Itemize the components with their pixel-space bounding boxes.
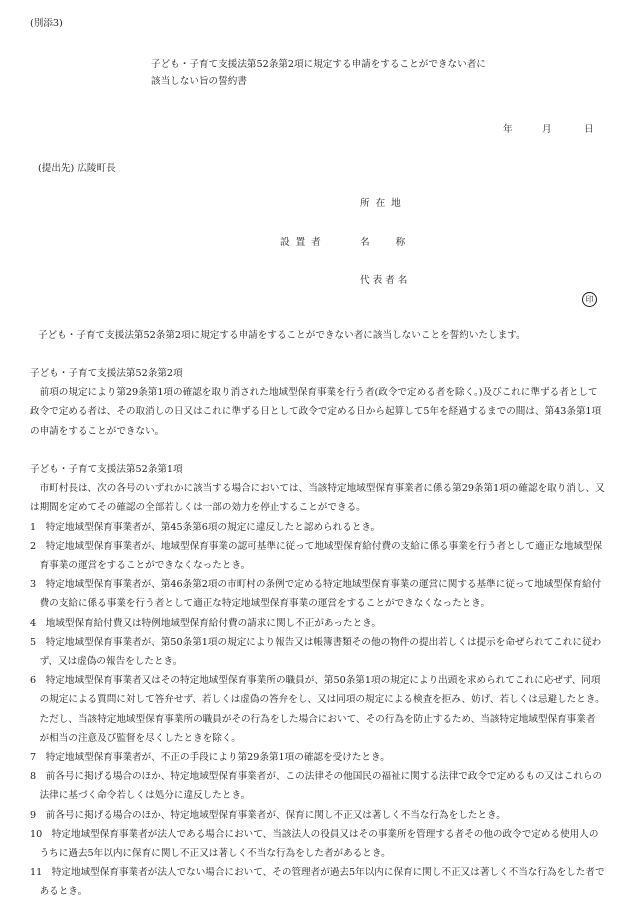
attachment-label: (別添3) [30, 18, 63, 29]
section-heading: 子ども・子育て支援法第52条第1項 [30, 464, 183, 475]
pledge-statement: 子ども・子育て支援法第52条第2項に規定する申請をすることができない者に該当しないことを誓約いたします。 [38, 330, 526, 341]
document-title [151, 56, 486, 90]
list-item: 9 前各号に掲げる場合のほか、特定地域型保育事業者が、保育に関し不正又は著しく不当な行為をしたとき。 [30, 809, 506, 821]
date-month-label: 月 [542, 124, 552, 135]
list-item: 7 特定地域型保育事業者が、不正の手段により第29条第1項の確認を受けたとき。 [30, 752, 390, 764]
list-item: 5 特定地域型保育事業者が、第50条第1項の規定により報告又は帳簿書類その他の物件の提出若しくは提示を命ぜられてこれに従わず、又は虚偽の報告をしたとき。 [30, 636, 602, 668]
recipient: (提出先) 広陵町長 [38, 163, 116, 174]
list-item: 11 特定地域型保育事業者が法人でない場合において、その管理者が過去5年以内に保育に関し不正又は著しく不当な行為をした者であるとき。 [30, 867, 605, 898]
section-article-52-1 [30, 460, 605, 902]
title-line-2: 該当しない旨の誓約書 [151, 76, 247, 87]
date-year-label: 年 [503, 124, 513, 135]
section-body: 前項の規定により第29条第1項の確認を取り消された地域型保育事業を行う者(政令で定める者を除く。)及びこれに準ずる者として政令で定める者は、その取消しの日又はこれに準ずる日として政令で定める日から起算して5年を経過するまでの間は、第43条第1項の申請をすることができない。 [30, 387, 602, 437]
section-article-52-2 [30, 364, 605, 441]
list-item: 8 前各号に掲げる場合のほか、特定地域型保育事業者が、この法律その他国民の福祉に関する法律で政令で定めるもの又はこれらの法律に基づく命令若しくは処分に違反したとき。 [30, 771, 603, 802]
establisher-label: 設置者 [280, 237, 327, 248]
list-item: 3 特定地域型保育事業者が、第46条第2項の市町村の条例で定める特定地域型保育事業の運営に関する基準に従って地域型保育給付費の支給に係る事業を行う者として適正な特定地域型保育事業の運営をすることができなくなったとき。 [30, 579, 602, 610]
address-label: 所在地 [360, 198, 407, 209]
section-intro: 市町村長は、次の各号のいずれかに該当する場合においては、当該特定地域型保育事業者に係る第29条第1項の確認を取り消し、又は期間を定めてその確認の全部若しくは一部の効力を停止することができる。 [30, 483, 605, 514]
name-label: 名称 [360, 237, 432, 248]
representative-label: 代表者名 [360, 275, 411, 286]
section-heading: 子ども・子育て支援法第52条第2項 [30, 368, 183, 379]
title-line-1: 子ども・子育て支援法第52条第2項に規定する申請をすることができない者に [151, 59, 486, 70]
list-item: 1 特定地域型保育事業者が、第45条第6項の規定に違反したと認められるとき。 [30, 521, 381, 533]
seal-mark: 印 [582, 292, 597, 307]
list-item: 6 特定地域型保育事業者又はその特定地域型保育事業所の職員が、第50条第1項の規定により出頭を求められてこれに応ぜず、同項の規定による質問に対して答弁せず、若しくは虚偽の答弁をし、又は同項の規定による検査を拒み、妨げ、若しくは忌避したとき。ただし、当該特定地域型保育事業所の職員がその行為をした場合において、その行為を防止するため、当該特定地域型保育事業者が相当の注意及び監督を尽くしたときを除く。 [30, 675, 605, 744]
list-item: 10 特定地域型保育事業者が法人である場合において、当該法人の役員又はその事業所を管理する者その他の政令で定める使用人のうちに過去5年以内に保育に関し不正又は著しく不当な行為をした者があるとき。 [30, 828, 599, 860]
date-day-label: 日 [584, 124, 594, 135]
list-item: 4 地域型保育給付費又は特例地域型保育給付費の請求に関し不正があったとき。 [30, 617, 381, 629]
list-item: 2 特定地域型保育事業者が、地域型保育事業の認可基準に従って地域型保育給付費の支給に係る事業を行う者として適正な地域型保育事業の運営をすることができなくなったとき。 [30, 540, 603, 572]
